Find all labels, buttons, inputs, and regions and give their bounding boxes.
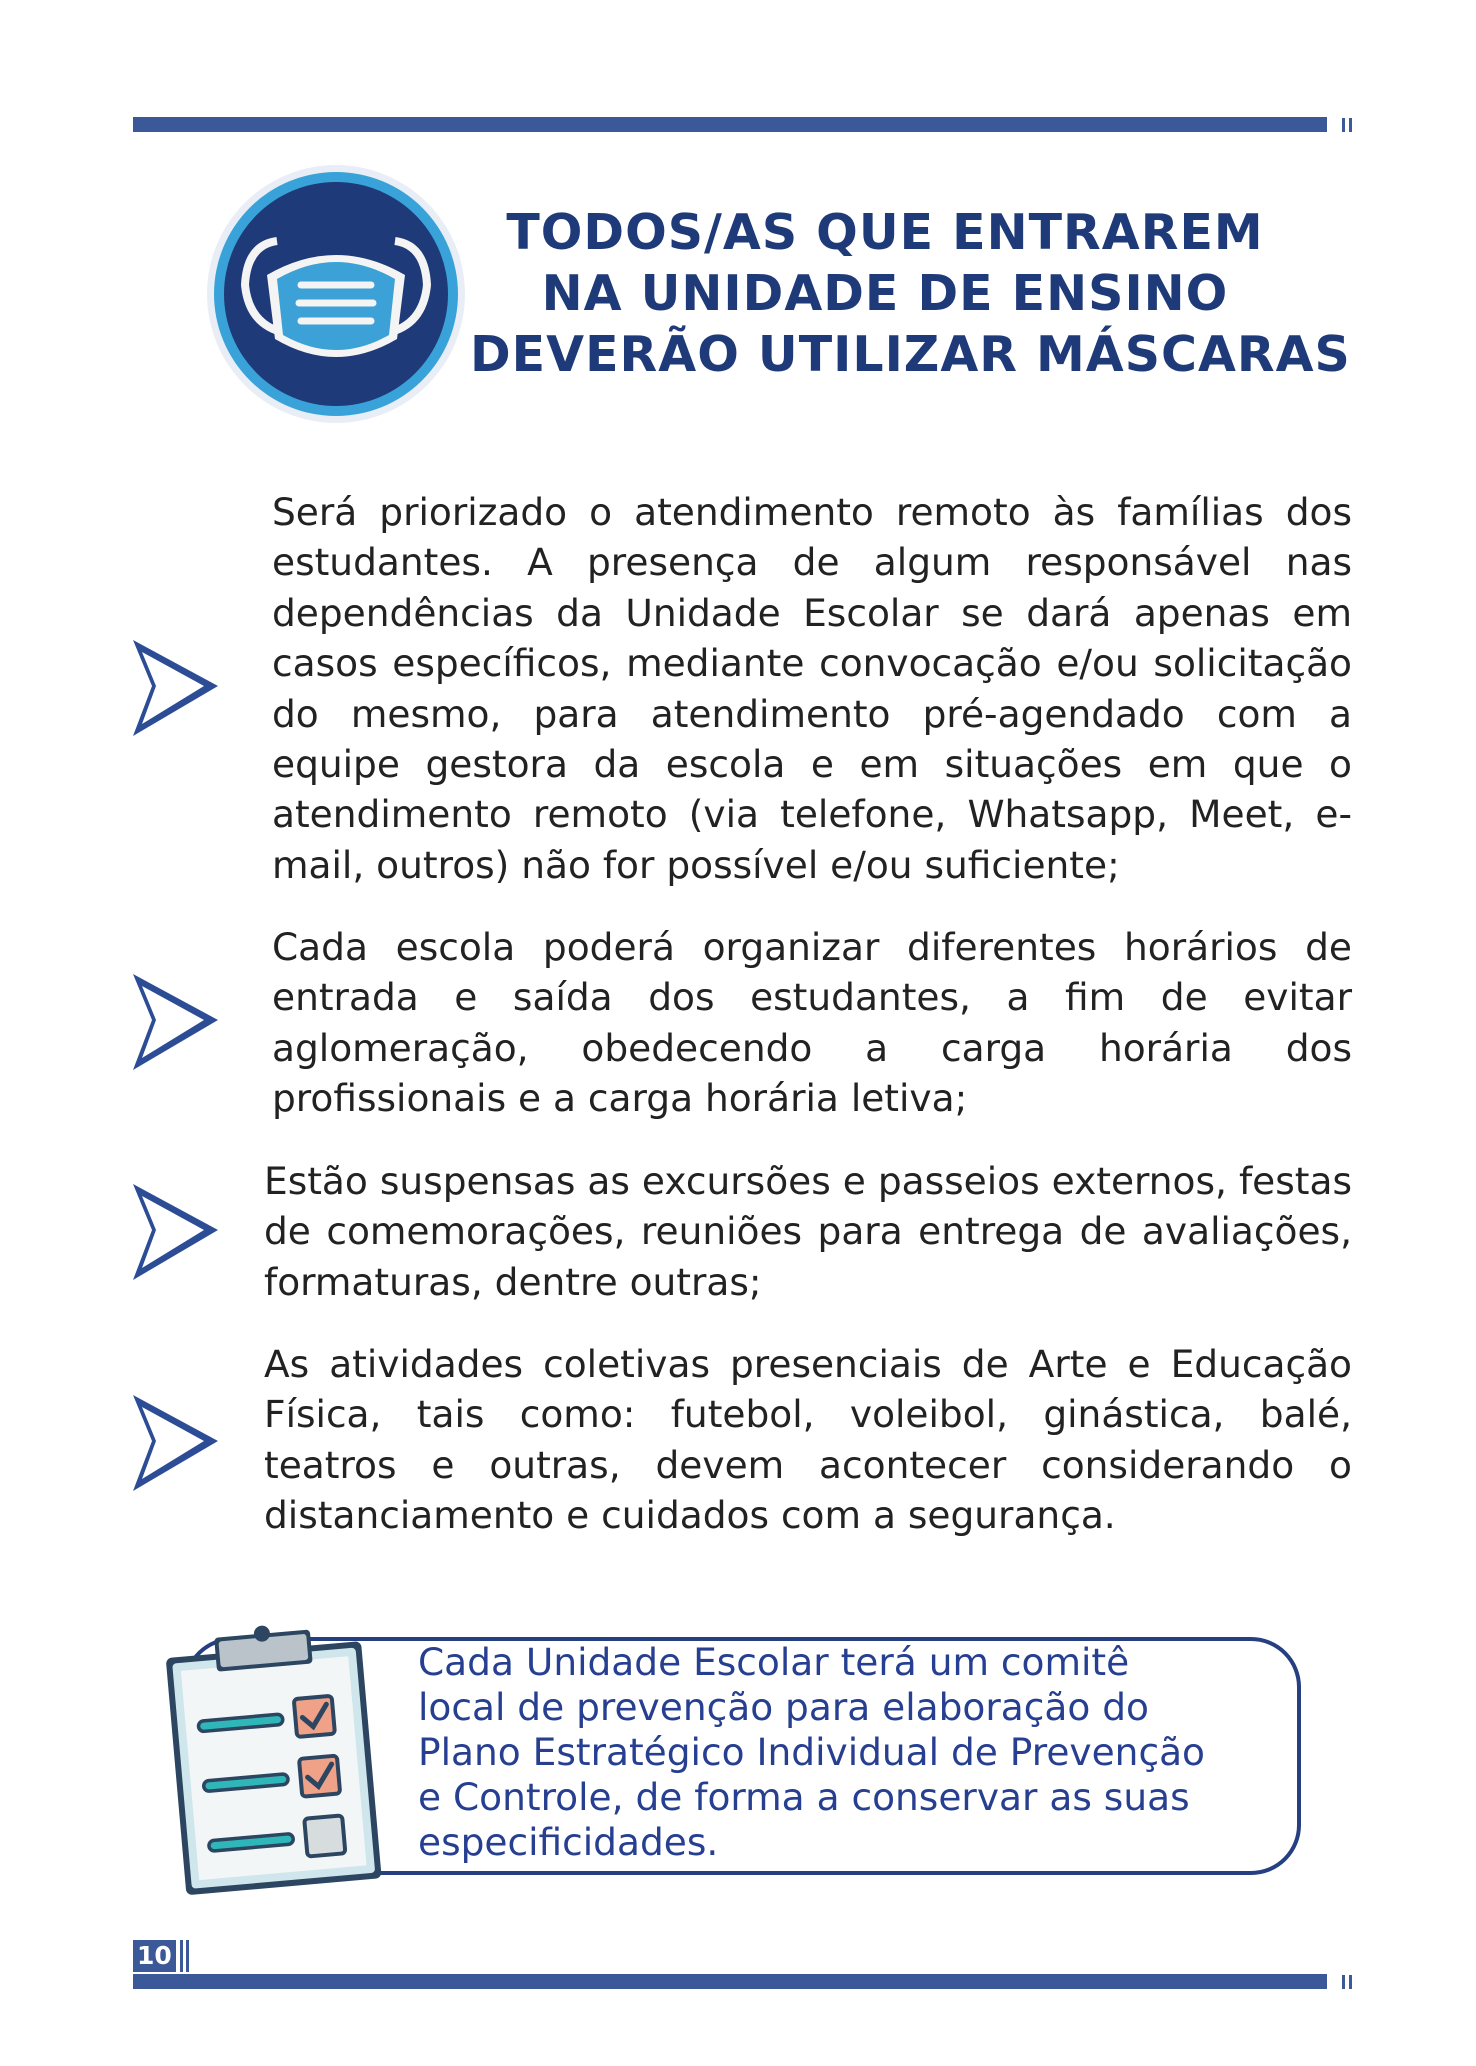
arrow-bullet-icon — [130, 638, 220, 738]
list-item: As atividades coletivas presenciais de Arte e Educação Física, tais como: futebol, voleibol, ginástica, balé, teatros e outras, devem acontecer considerando o distanciamento e cuidados com a segurança. — [264, 1342, 1352, 1538]
arrow-bullet-icon — [130, 1182, 220, 1282]
page-number-block — [133, 1940, 189, 1972]
title-line: TODOS/AS QUE ENTRAREM — [506, 204, 1264, 261]
page-number-ticks — [180, 1940, 189, 1972]
arrow-bullet-icon — [130, 972, 220, 1072]
bottom-rule — [133, 1974, 1327, 1989]
title-line: NA UNIDADE DE ENSINO — [541, 265, 1229, 322]
top-rule — [133, 117, 1327, 132]
note-line: Plano Estratégico Individual de Prevenção — [418, 1730, 1205, 1774]
list-item: Estão suspensas as excursões e passeios externos, festas de comemorações, reuniões para entrega de avaliações, formaturas, dentre outras; — [264, 1159, 1352, 1304]
note-line: Cada Unidade Escolar terá um comitê — [418, 1640, 1130, 1684]
page-title — [470, 202, 1351, 385]
title-line: DEVERÃO UTILIZAR MÁSCARAS — [470, 326, 1351, 383]
checklist-clipboard-icon — [163, 1625, 388, 1895]
note-line: e Controle, de forma a conservar as suas — [418, 1775, 1190, 1819]
note-line: especificidades. — [418, 1820, 719, 1864]
note-line: local de prevenção para elaboração do — [418, 1685, 1149, 1729]
bottom-rule-ticks — [1342, 1975, 1352, 1989]
list-item: Será priorizado o atendimento remoto às famílias dos estudantes. A presença de algum responsável nas dependências da Unidade Escolar se dará apenas em casos específicos, mediante convocação e/ou solicitação do mesmo, para atendimento pré-agendado com a equipe gestora da escola e em situações em que o atendimento remoto (via telefone, Whatsapp, Meet, e-mail, outros) não for possível e/ou suficiente; — [272, 490, 1352, 887]
arrow-bullet-icon — [130, 1393, 220, 1493]
face-mask-icon — [205, 163, 467, 425]
note-text — [418, 1640, 1298, 1865]
top-rule-ticks — [1342, 118, 1352, 132]
page-number: 10 — [133, 1940, 176, 1972]
list-item: Cada escola poderá organizar diferentes horários de entrada e saída dos estudantes, a fim de evitar aglomeração, obedecendo a carga horária dos profissionais e a carga horária letiva; — [272, 925, 1352, 1121]
